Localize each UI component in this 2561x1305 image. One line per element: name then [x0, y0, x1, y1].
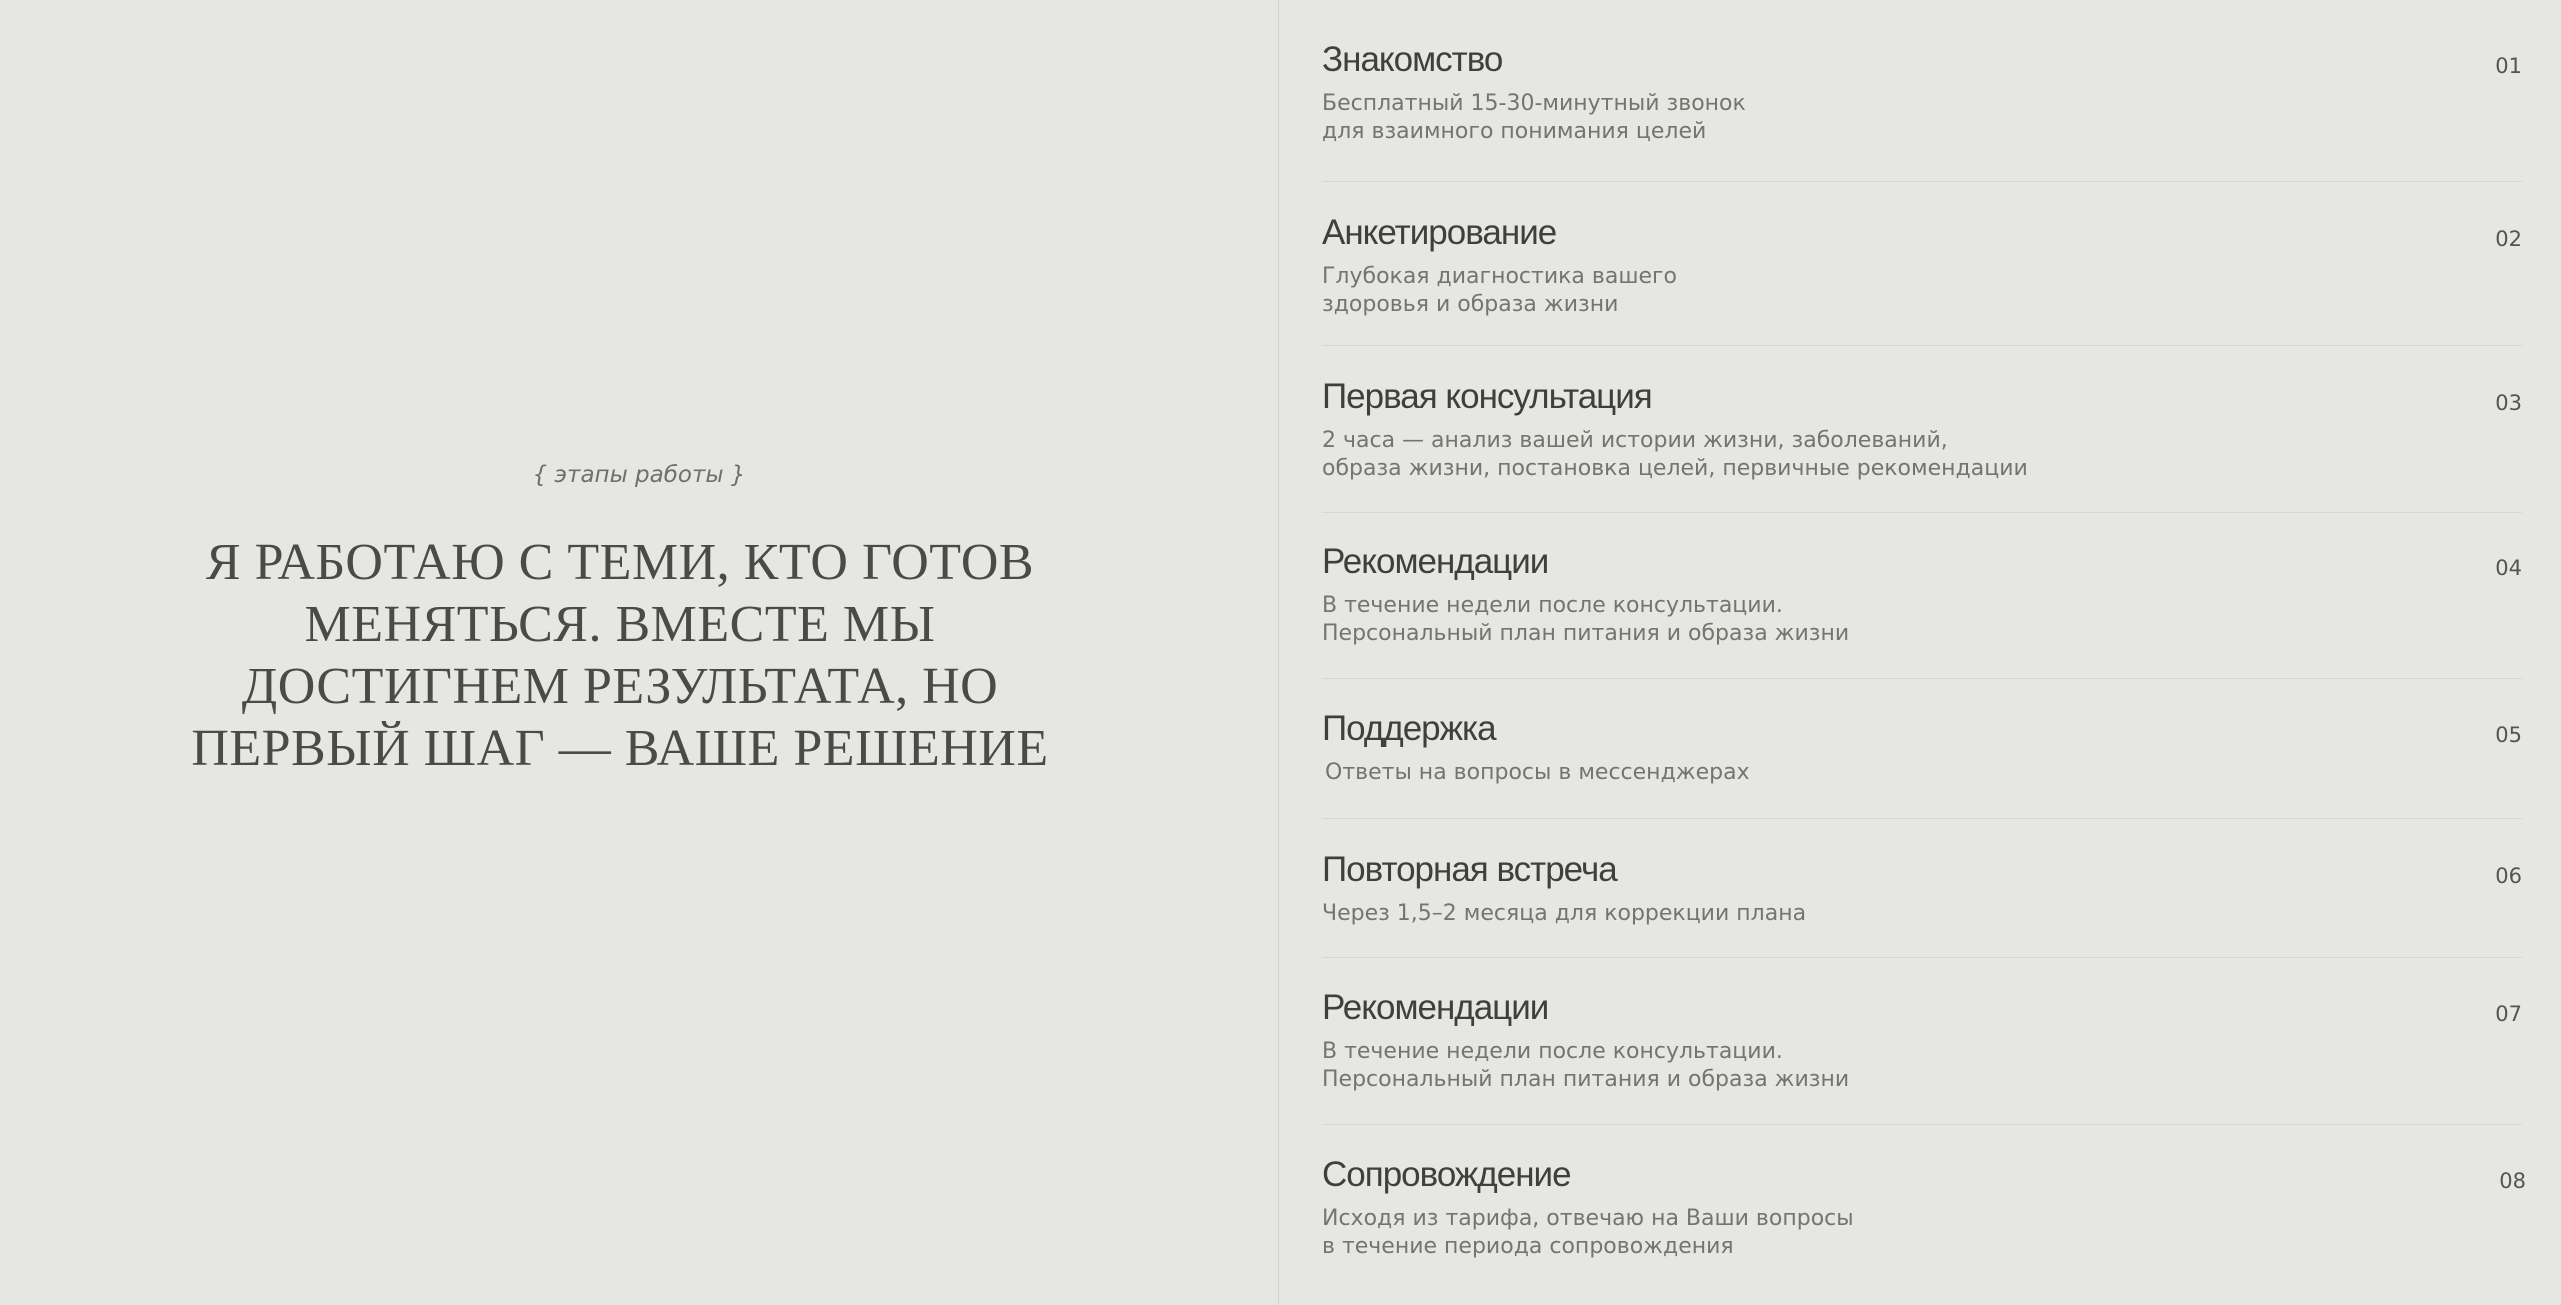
step-description-line: Исходя из тарифа, отвечаю на Ваши вопросы [1322, 1206, 1854, 1231]
step-description-line: Бесплатный 15-30-минутный звонок [1322, 91, 1746, 116]
step-divider [1322, 345, 2522, 346]
step-number: 05 [2495, 723, 2522, 747]
step-description-line: В течение недели после консультации. [1322, 1039, 1783, 1064]
intro-panel [0, 0, 1279, 1305]
intro-headline: Я РАБОТАЮ С ТЕМИ, КТО ГОТОВ МЕНЯТЬСЯ. ВМЕСТЕ МЫ ДОСТИГНЕМ РЕЗУЛЬТАТА, НО ПЕРВЫЙ ШАГ — ВАШЕ РЕШЕНИЕ [191, 534, 1049, 777]
step-title: Первая консультация [1322, 377, 1652, 416]
step-number: 08 [2499, 1169, 2526, 1193]
step-number: 06 [2495, 864, 2522, 888]
steps-list [1322, 0, 2526, 1305]
step-divider [1322, 181, 2522, 182]
step-description [1322, 592, 1849, 648]
step-description [1322, 1205, 1854, 1261]
step-description [1322, 900, 1806, 928]
step-title: Анкетирование [1322, 213, 1557, 252]
step-number: 04 [2495, 556, 2522, 580]
step-title: Рекомендации [1322, 542, 1549, 581]
step-title: Знакомство [1322, 40, 1503, 79]
step-title: Рекомендации [1322, 988, 1549, 1027]
step-description-line: В течение недели после консультации. [1322, 593, 1783, 618]
step-divider [1322, 818, 2522, 819]
step-title: Повторная встреча [1322, 850, 1617, 889]
step-description [1322, 90, 1746, 146]
step-description [1322, 263, 1677, 319]
step-divider [1322, 678, 2522, 679]
step-description-line: в течение периода сопровождения [1322, 1234, 1734, 1259]
step-description-line: образа жизни, постановка целей, первичные рекомендации [1322, 456, 2028, 481]
step-description-line: здоровья и образа жизни [1322, 292, 1619, 317]
step-divider [1322, 957, 2522, 958]
step-description-line: Персональный план питания и образа жизни [1322, 621, 1850, 646]
step-title: Поддержка [1322, 709, 1496, 748]
step-number: 02 [2495, 227, 2522, 251]
step-number: 03 [2495, 391, 2522, 415]
step-divider [1322, 512, 2522, 513]
step-description [1325, 759, 1750, 787]
step-description-line: Через 1,5–2 месяца для коррекции плана [1322, 901, 1807, 926]
step-number: 07 [2495, 1002, 2522, 1026]
step-description [1322, 1038, 1849, 1094]
step-description-line: Ответы на вопросы в мессенджерах [1325, 760, 1750, 785]
step-description-line: Глубокая диагностика вашего [1322, 264, 1678, 289]
step-description-line: Персональный план питания и образа жизни [1322, 1067, 1850, 1092]
step-description-line: для взаимного понимания целей [1322, 119, 1707, 144]
step-divider [1322, 1124, 2522, 1125]
step-number: 01 [2495, 54, 2522, 78]
step-title: Сопровождение [1322, 1155, 1571, 1194]
step-description [1322, 427, 2028, 483]
section-eyebrow: { этапы работы } [532, 462, 746, 488]
step-description-line: 2 часа — анализ вашей истории жизни, заболеваний, [1322, 428, 1948, 453]
